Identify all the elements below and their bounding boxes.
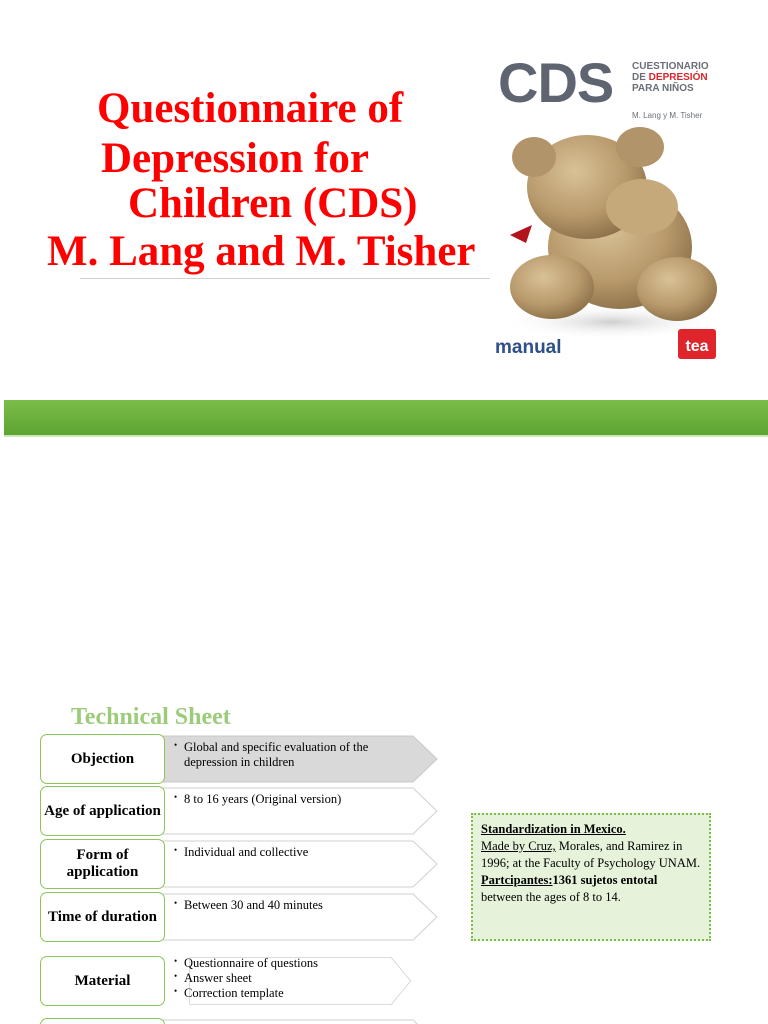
sheet-row-duration [40,892,440,942]
standardization-box [471,813,711,941]
standardization-ages: between the ages of 8 to 14. [481,890,621,904]
cover-subtitle-line-2 [632,72,709,83]
tea-logo: tea [678,329,716,359]
row-arrow [163,1018,439,1024]
row-label: Age of application [40,786,165,836]
slide-divider-band [4,400,768,435]
list-item: • Questionnaire of questions [174,956,410,971]
sheet-row-age [40,786,440,836]
title-slide [0,0,768,400]
cover-subtitle-line-3: PARA NIÑOS [632,83,694,94]
title-line-1: Questionnaire of [97,85,404,132]
cover-logo: CDS [498,51,614,114]
sheet-row-partial [40,1018,440,1024]
row-items [174,845,410,860]
standardization-made-by [481,838,701,872]
list-item: • Answer sheet [174,971,410,986]
technical-sheet-title: Technical Sheet [71,704,231,730]
manual-cover-image [492,47,730,377]
cover-authors: M. Lang y M. Tisher [632,111,703,120]
participants-label: Partcipantes: [481,873,553,887]
cover-manual-label: manual [495,337,562,358]
row-items [174,792,410,807]
sheet-row-form [40,839,440,889]
standardization-heading: Standardization in Mexico. [481,822,626,836]
list-item: • Between 30 and 40 minutes [174,898,410,913]
title-line-3: Children (CDS) [128,180,418,227]
list-item: • Global and specific evaluation of the depression in children [174,740,410,770]
teddy-bear-illustration [492,117,730,347]
made-by-text: Morales, and Ramirez in 1996; at the Faculty of Psychology UNAM. [481,839,701,870]
list-item: • Individual and collective [174,845,410,860]
row-label: Objection [40,734,165,784]
cover-subtitle-highlight: DEPRESIÓN [648,72,708,83]
cover-subtitle-line-1: CUESTIONARIO [632,61,709,72]
row-items [174,956,410,1001]
row-label: Material [40,956,165,1006]
cover-subtitle [632,61,709,94]
title-divider [80,278,490,279]
participants-value: 1361 sujetos entotal [552,873,658,887]
row-label: Time of duration [40,892,165,942]
standardization-participants [481,872,701,889]
row-label: Form of application [40,839,165,889]
row-items [174,898,410,913]
title-line-2: Depression for [101,135,369,182]
cover-subtitle-prefix: DE [632,72,649,83]
row-items [174,740,410,770]
row-label [40,1018,165,1024]
list-item: • Correction template [174,986,410,1001]
made-by-label: Made by Cruz, [481,839,556,853]
sheet-row-objection [40,734,440,784]
list-item: • 8 to 16 years (Original version) [174,792,410,807]
title-line-4: M. Lang and M. Tisher [47,228,476,275]
sheet-row-material [40,956,440,1006]
